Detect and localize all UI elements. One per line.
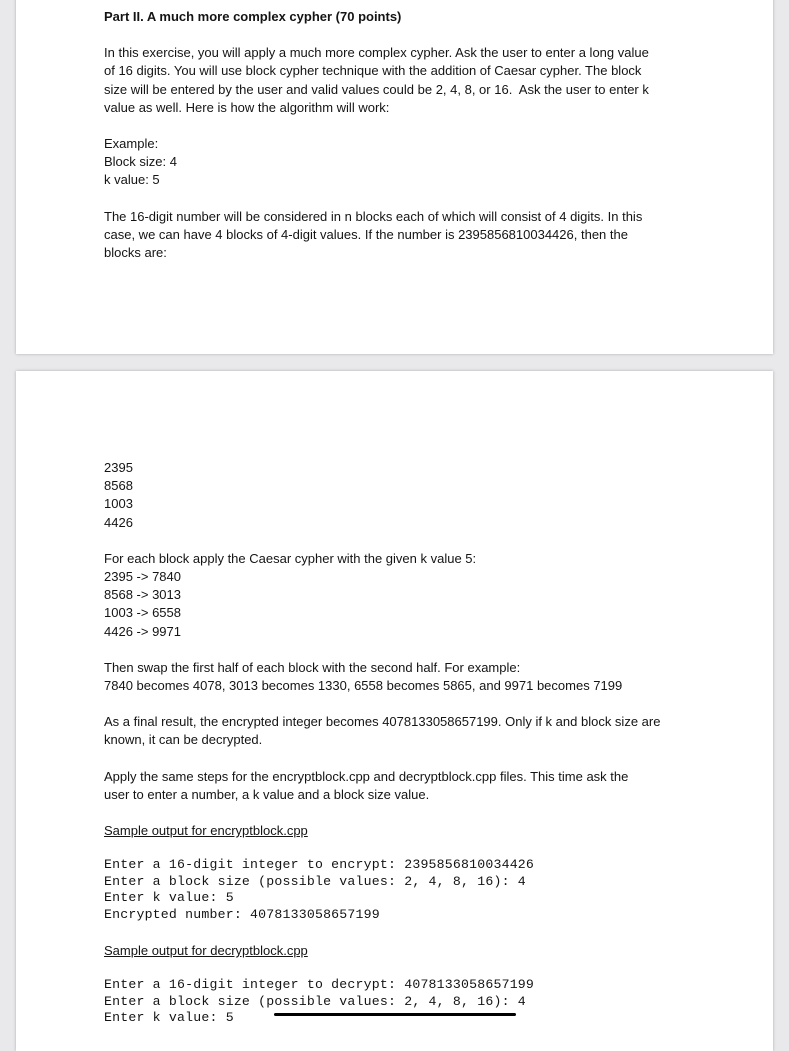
apply-paragraph-line-2: user to enter a number, a k value and a block size value. [104,786,430,802]
swap-paragraph-line-1: Then swap the first half of each block with the second half. For example: [104,659,521,675]
encrypt-sample-title: Sample output for encryptblock.cpp [104,823,308,839]
decrypt-output-line: Enter a 16-digit integer to decrypt: 4078133058657199 [104,977,535,993]
swap-paragraph-line-2: 7840 becomes 4078, 3013 becomes 1330, 6558 becomes 5865, and 9971 becomes 7199 [104,678,623,694]
final-paragraph-line-1: As a final result, the encrypted integer becomes 4078133058657199. Only if k and block size are [104,714,661,730]
page-2-content [104,459,704,1027]
encrypt-output-line: Enter a block size (possible values: 2, 4, 8, 16): 4 [104,873,526,889]
document-page-1 [16,0,773,354]
final-paragraph-line-2: known, it can be decrypted. [104,732,263,748]
blocks-intro-line-2: case, we can have 4 blocks of 4-digit values. If the number is 2395856810034426, then the [104,226,628,242]
decrypt-sample-title: Sample output for decryptblock.cpp [104,943,308,959]
block-size-line: Block size: 4 [104,154,177,170]
decrypt-output-line: Enter k value: 5 [104,1010,234,1026]
intro-paragraph-line-1: In this exercise, you will apply a much more complex cypher. Ask the user to enter a long value [104,45,649,61]
intro-paragraph-line-3: size will be entered by the user and valid values could be 2, 4, 8, or 16. Ask the user to enter k [104,81,649,97]
decrypt-output-line: Enter a block size (possible values: 2, 4, 8, 16): 4 [104,993,526,1009]
caesar-mapping: 1003 -> 6558 [104,605,181,621]
blocks-intro-line-1: The 16-digit number will be considered in n blocks each of which will consist of 4 digits. In this [104,208,643,224]
k-value-line: k value: 5 [104,172,160,188]
caesar-mapping: 2395 -> 7840 [104,569,181,585]
example-label: Example: [104,136,159,152]
intro-paragraph-line-2: of 16 digits. You will use block cypher technique with the addition of Caesar cypher. The block [104,63,642,79]
apply-paragraph-line-1: Apply the same steps for the encryptblock.cpp and decryptblock.cpp files. This time ask the [104,768,629,784]
encrypt-output-line: Encrypted number: 4078133058657199 [104,906,380,922]
encrypt-output-line: Enter k value: 5 [104,890,234,906]
section-heading: Part II. A much more complex cypher (70 points) [104,9,402,24]
encrypt-output-line: Enter a 16-digit integer to encrypt: 2395856810034426 [104,857,535,873]
page-1-content [104,8,704,262]
block-value: 1003 [104,496,133,512]
blocks-intro-line-3: blocks are: [104,245,167,261]
pen-underline-mark [274,1013,516,1016]
caesar-mapping: 8568 -> 3013 [104,587,181,603]
block-value: 8568 [104,478,133,494]
block-value: 4426 [104,514,133,530]
block-value: 2395 [104,460,133,475]
document-page-2 [16,371,773,1051]
caesar-intro: For each block apply the Caesar cypher with the given k value 5: [104,550,477,566]
intro-paragraph-line-4: value as well. Here is how the algorithm will work: [104,99,390,115]
caesar-mapping: 4426 -> 9971 [104,623,181,639]
